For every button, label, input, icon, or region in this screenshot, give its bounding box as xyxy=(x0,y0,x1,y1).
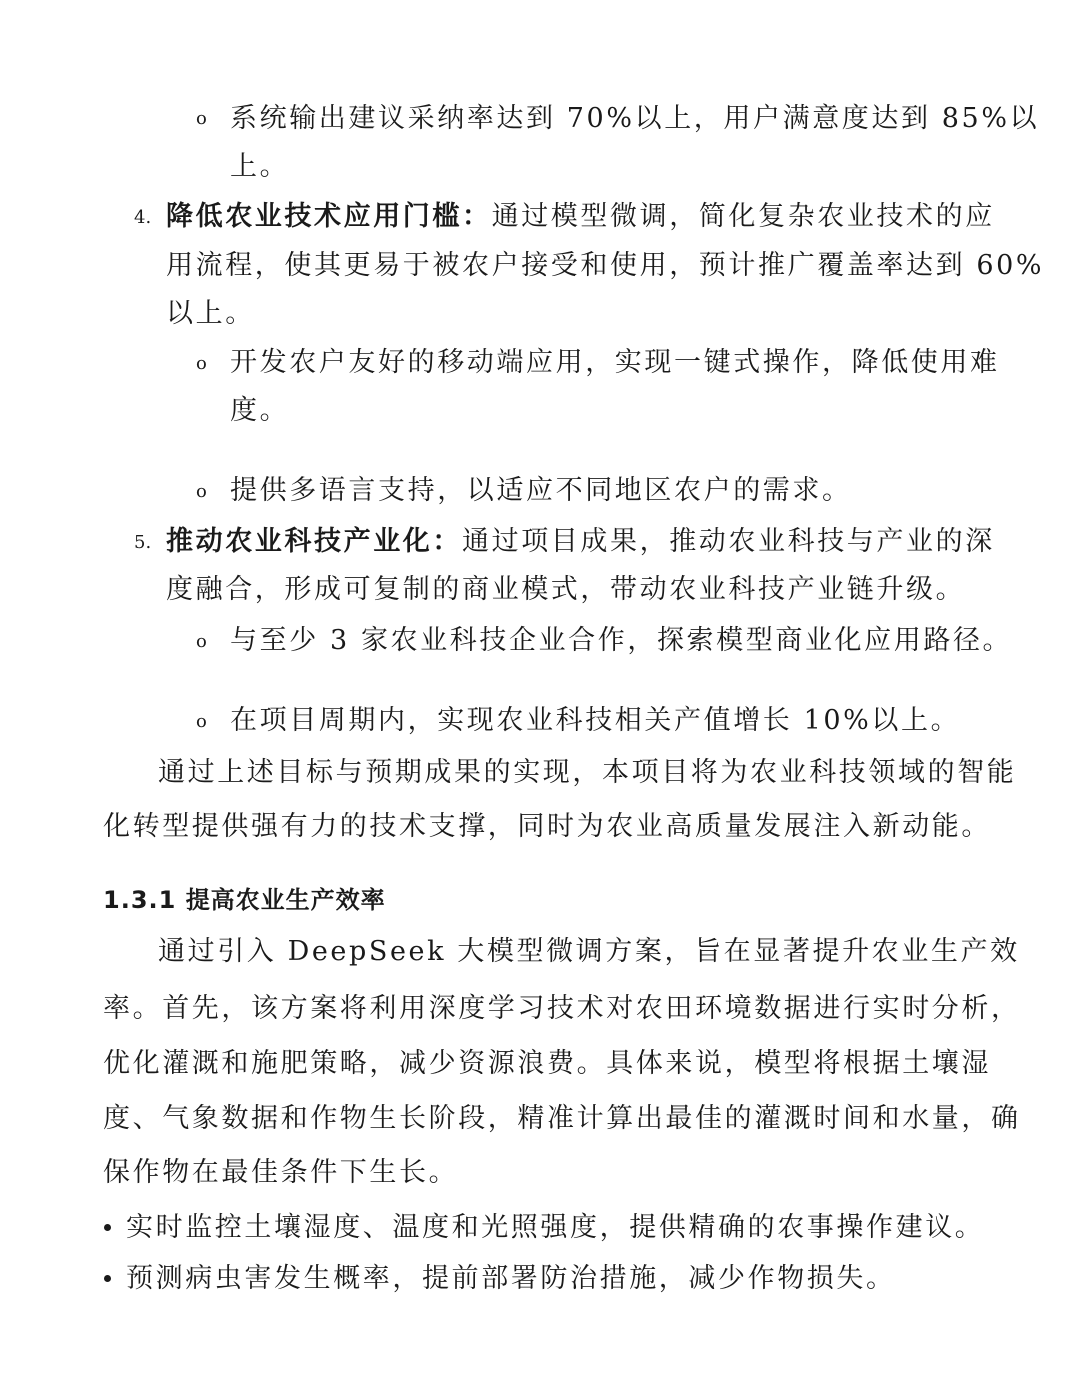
bullet-icon xyxy=(104,1224,111,1231)
list-number: 4. xyxy=(134,207,152,228)
list-number: 5. xyxy=(134,532,152,553)
sub-bullet-text: 系统输出建议采纳率达到 70%以上，用户满意度达到 85%以 xyxy=(230,103,1040,134)
sub-bullet-marker: o xyxy=(196,481,207,502)
bullet-text: 实时监控土壤湿度、温度和光照强度，提供精确的农事操作建议。 xyxy=(126,1212,985,1243)
sub-bullet-text: 与至少 3 家农业科技企业合作，探索模型商业化应用路径。 xyxy=(230,625,1013,656)
list-item-text: 度融合，形成可复制的商业模式，带动农业科技产业链升级。 xyxy=(166,574,966,605)
sub-bullet-text: 提供多语言支持，以适应不同地区农户的需求。 xyxy=(230,475,852,506)
sub-bullet-marker: o xyxy=(196,631,207,652)
list-item-title: 推动农业科技产业化： xyxy=(166,526,462,557)
paragraph-line: 通过上述目标与预期成果的实现，本项目将为农业科技领域的智能 xyxy=(158,757,1017,788)
paragraph-line: 化转型提供强有力的技术支撑，同时为农业高质量发展注入新动能。 xyxy=(103,811,991,842)
list-item-text: 用流程，使其更易于被农户接受和使用，预计推广覆盖率达到 60% xyxy=(166,250,1045,281)
sub-bullet-marker: o xyxy=(196,353,207,374)
sub-bullet-text: 开发农户友好的移动端应用，实现一键式操作，降低使用难 xyxy=(230,347,1000,378)
sub-bullet-marker: o xyxy=(196,108,207,129)
sub-bullet-text: 在项目周期内，实现农业科技相关产值增长 10%以上。 xyxy=(230,705,961,736)
sub-bullet-marker: o xyxy=(196,711,207,732)
paragraph-line: 率。首先，该方案将利用深度学习技术对农田环境数据进行实时分析， xyxy=(103,993,1021,1024)
bullet-text: 预测病虫害发生概率，提前部署防治措施，减少作物损失。 xyxy=(126,1263,896,1294)
sub-bullet-text: 度。 xyxy=(230,395,290,426)
paragraph-line: 通过引入 DeepSeek 大模型微调方案，旨在显著提升农业生产效 xyxy=(158,936,1020,967)
paragraph-line: 度、气象数据和作物生长阶段，精准计算出最佳的灌溉时间和水量，确 xyxy=(103,1103,1021,1134)
section-heading: 1.3.1 提高农业生产效率 xyxy=(103,886,386,914)
paragraph-line: 优化灌溉和施肥策略，减少资源浪费。具体来说，模型将根据土壤湿 xyxy=(103,1048,991,1079)
list-item-text: 通过项目成果，推动农业科技与产业的深 xyxy=(462,526,995,557)
bullet-icon xyxy=(104,1275,111,1282)
list-item-text: 以上。 xyxy=(166,298,255,329)
list-item-text: 通过模型微调，简化复杂农业技术的应 xyxy=(491,201,995,232)
list-item-first-line xyxy=(166,525,995,559)
sub-bullet-text: 上。 xyxy=(230,151,290,182)
list-item-title: 降低农业技术应用门槛： xyxy=(166,201,492,232)
paragraph-line: 保作物在最佳条件下生长。 xyxy=(103,1157,459,1188)
list-item-first-line xyxy=(166,200,995,234)
